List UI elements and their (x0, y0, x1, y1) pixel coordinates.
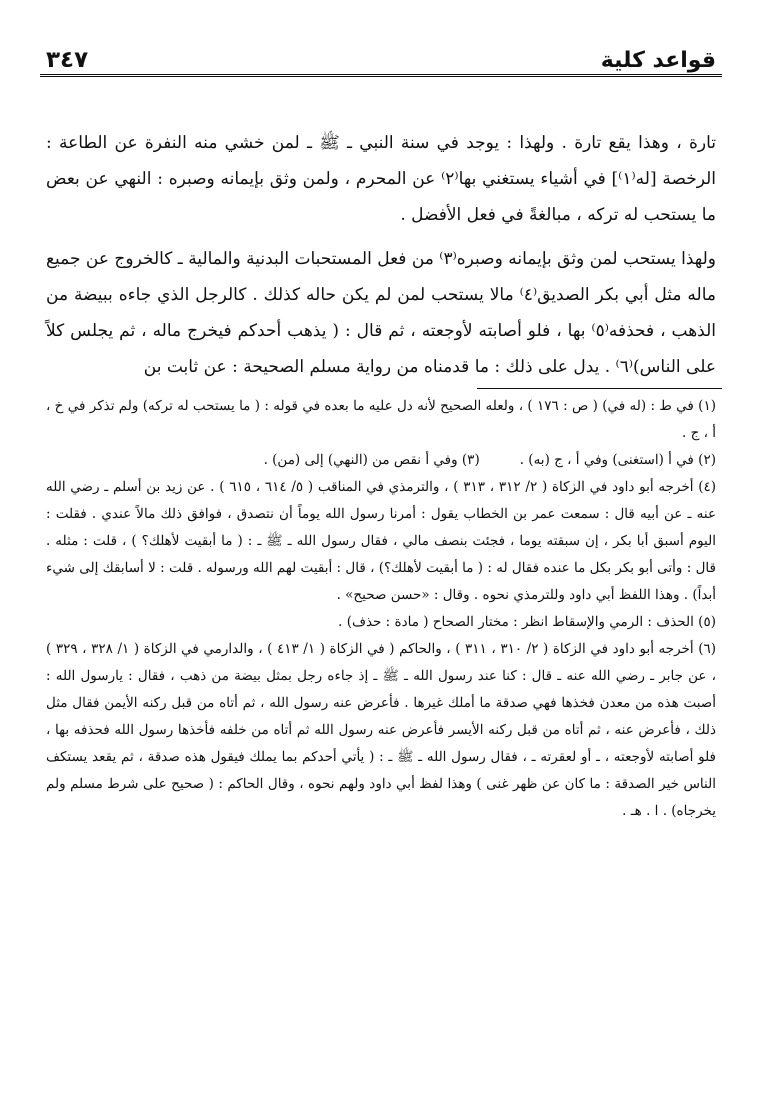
running-title: قواعد كلية (600, 48, 716, 73)
book-page (40, 28, 722, 825)
footnote-3: (٣) وفي أ نقص من (النهي) إلى (من) . (263, 452, 480, 468)
footnotes (40, 393, 722, 825)
footnote-divider (477, 388, 722, 389)
page-number: ٣٤٧ (46, 47, 89, 73)
footnote-2: (٢) في أ (استغنى) وفي أ ، ج (به) . (519, 452, 716, 468)
footnote-pair-2-3 (46, 447, 716, 474)
body-paragraph-2: ولهذا يستحب لمن وثق بإيمانه وصبره⁽٣⁾ من فعل المستحبات البدنية والمالية ـ كالخروج عن جميع ماله مثل أبي بكر الصديق⁽٤⁾ مالا يستحب لمن لم يكن حاله كذلك . كالرجل الذي جاءه ببيضة من الذهب ، فحذفه⁽٥⁾ بها ، فلو أصابته لأوجعته ، ثم قال : ( يذهب أحدكم فيخرج ماله ، ثم يجلس كلاً على الناس)⁽٦⁾ . يدل على ذلك : ما قدمناه من رواية مسلم الصحيحة : عن ثابت بن (46, 249, 717, 377)
footnote-5: (٥) الحذف : الرمي والإسقاط انظر : مختار الصحاح ( مادة : حذف) . (338, 614, 716, 630)
footnote-4: (٤) أخرجه أبو داود في الزكاة ( ٢/ ٣١٢ ، ٣١٣ ) ، والترمذي في المناقب ( ٥/ ٦١٤ ، ٦١٥ ) . عن زيد بن أسلم ـ رضي الله عنه ـ عن أبيه قال : سمعت عمر بن الخطاب يقول : أمرنا رسول الله يوماً أن نتصدق ، فوافق ذلك مالاً عندي . فقلت : اليوم أسبق أبا بكر ، إن سبقته يوما ، فجئت بنصف مالي ، فقال رسول الله ـ ﷺ ـ : ( ما أبقيت لأهلك؟ ) ، قلت : مثله . قال : وأتى أبو بكر بكل ما عنده فقال له : ( ما أبقيت لأهلك؟) ، قال : أبقيت لهم الله ورسوله . قلت : لا أسابقك إلى شيء أبداً) . وهذا اللفظ أبي داود وللترمذي نحوه . وقال : «حسن صحيح» . (46, 479, 717, 603)
footnote-1: (١) في ط : (له في) ( ص : ١٧٦ ) ، ولعله الصحيح لأنه دل عليه ما بعده في قوله : ( ما يستحب له تركه) ولم تذكر في خ ، أ ، ج . (46, 398, 716, 441)
main-text (40, 125, 722, 385)
body-paragraph-1: تارة ، وهذا يقع تارة . ولهذا : يوجد في سنة النبي ـ ﷺ ـ لمن خشي منه النفرة عن الطاعة : الرخصة [له⁽١⁾] في أشياء يستغني بها⁽٢⁾ عن المحرم ، ولمن وثق بإيمانه وصبره : النهي عن بعض ما يستحب له تركه ، مبالغةً في فعل الأفضل . (46, 133, 716, 225)
footnote-6: (٦) أخرجه أبو داود في الزكاة ( ٢/ ٣١٠ ، ٣١١ ) ، والحاكم ( في الزكاة ( ١/ ٤١٣ ) ، والدارمي في الزكاة ( ١/ ٣٢٨ ، ٣٢٩ ) ، عن جابر ـ رضي الله عنه ـ قال : كنا عند رسول الله ـ ﷺ ـ إذ جاءه رجل بمثل بيضة من ذهب ، فقال : يارسول الله : أصبت هذه من معدن فخذها فهي صدقة ما أملك غيرها . فأعرض عنه رسول الله ، ثم أتاه من قبل ركنه الأيمن فقال مثل ذلك ، فأعرض عنه ، ثم أتاه من قبل ركنه الأيسر فأعرض عنه رسول الله ثم أتاه من خلفه فأخذها رسول الله فحذفه بها ، فلو أصابته لأوجعته ، ـ أو لعقرته ـ ، فقال رسول الله ـ ﷺ ـ : ( يأتي أحدكم بما يملك فيقول هذه صدقة ، ثم يقعد يستكف الناس خير الصدقة : ما كان عن ظهر غنى ) وهذا لفظ أبي داود ولهم نحوه ، وقال الحاكم : ( صحيح على شرط مسلم ولم يخرجاه) . ا . هـ . (46, 641, 717, 819)
page-header (40, 28, 722, 77)
